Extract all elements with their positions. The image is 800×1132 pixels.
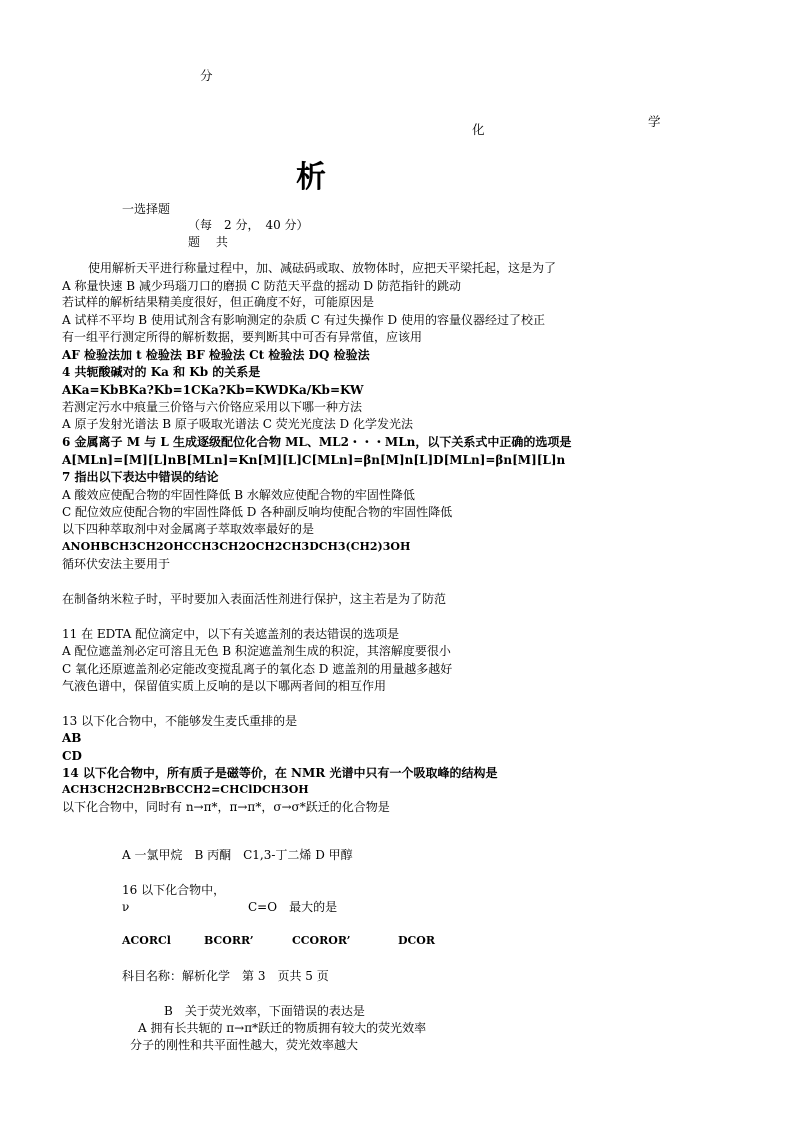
question-11: 11 在 EDTA 配位滴定中，以下有关遮盖剂的表达错误的选项是 (62, 627, 400, 641)
question-5: 若测定污水中痕量三价铬与六价铬应采用以下哪一种方法 (62, 400, 363, 414)
section-heading: 一选择题 (122, 202, 171, 216)
question-13: 13 以下化合物中，不能够发生麦氏重排的是 (62, 714, 298, 728)
question-14-options: ACH3CH2CH2BrBCCH2=CHClDCH3OH (62, 783, 309, 796)
question-9: 循环伏安法主要用于 (62, 557, 171, 571)
question-5-options: A 原子发射光谱法 B 原子吸取光谱法 C 荧光光度法 D 化学发光法 (62, 417, 413, 431)
question-7-options-cd: C 配位效应使配合物的牢固性降低 D 各种副反响均使配合物的牢固性降低 (62, 505, 453, 519)
question-14: 14 以下化合物中，所有质子是磁等价，在 NMR 光谱中只有一个吸取峰的结构是 (62, 766, 498, 780)
question-17-option-b: 分子的刚性和共平面性越大，荧光效率越大 (130, 1038, 359, 1052)
question-8: 以下四种萃取剂中对金属离子萃取效率最好的是 (62, 522, 315, 536)
question-16-symbol-nu: ν (122, 900, 130, 914)
question-2: 若试样的解析结果精美度很好，但正确度不好，可能原因是 (62, 295, 375, 309)
question-16-option-d: DCOR (398, 934, 436, 947)
question-3-options: AF 检验法加 t 检验法 BF 检验法 Ct 检验法 DQ 检验法 (62, 348, 370, 362)
question-15: 以下化合物中，同时有 n→π*，π→π*，σ→σ*跃迁的化合物是 (62, 800, 390, 814)
question-11-options-ab: A 配位遮盖剂必定可溶且无色 B 积淀遮盖剂生成的积淀，其溶解度要很小 (62, 644, 451, 658)
question-17: B 关于荧光效率，下面错误的表达是 (164, 1004, 365, 1018)
question-6: 6 金属离子 M 与 L 生成逐级配位化合物 ML、ML2・・・MLn，以下关系式中正确的选项是 (62, 435, 572, 449)
page-footer: 科目名称：解析化学 第 3 页共 5 页 (122, 969, 329, 983)
title-char-xue: 学 (648, 114, 661, 129)
question-3: 有一组平行测定所得的解析数据，要判断其中可否有异常值，应该用 (62, 330, 423, 344)
title-char-fen: 分 (200, 68, 213, 83)
question-10: 在制备纳米粒子时，平时要加入表面活性剂进行保护，这主若是为了防范 (62, 592, 447, 606)
question-16-option-a: ACORCl (122, 934, 171, 947)
question-16-option-c: CCOROR’ (292, 934, 351, 947)
question-12: 气液色谱中，保留值实质上反响的是以下哪两者间的相互作用 (62, 679, 387, 693)
title-char-xi: 析 (296, 160, 326, 195)
question-16-option-b: BCORR’ (204, 934, 254, 947)
question-7-options-ab: A 酸效应使配合物的牢固性降低 B 水解效应使配合物的牢固性降低 (62, 488, 415, 502)
question-4: 4 共轭酸碱对的 Ka 和 Kb 的关系是 (62, 365, 261, 379)
question-1: 使用解析天平进行称量过程中，加、减砝码或取、放物体时，应把天平梁托起，这是为了 (88, 261, 557, 275)
question-17-option-a: A 拥有长共轭的 π→π*跃迁的物质拥有较大的荧光效率 (138, 1021, 427, 1035)
question-1-options: A 称量快速 B 减少玛瑙刀口的磨损 C 防范天平盘的摇动 D 防范指针的跳动 (62, 279, 461, 293)
question-16-stem: C=O 最大的是 (248, 900, 338, 914)
title-char-hua: 化 (472, 122, 485, 137)
section-points-sub: 题 共 (188, 235, 228, 249)
question-13-options-cd: CD (62, 749, 82, 763)
question-4-options: AKa=KbBKa?Kb=1CKa?Kb=KWDKa/Kb=KW (62, 383, 364, 397)
question-11-options-cd: C 氧化还原遮盖剂必定能改变搅乱离子的氧化态 D 遮盖剂的用量越多越好 (62, 662, 453, 676)
question-6-options: A[MLn]=[M][L]nB[MLn]=Kn[M][L]C[MLn]=βn[M]n[L]D[MLn]=βn[M][L]n (62, 453, 566, 467)
question-8-options: ANOHBCH3CH2OHCCH3CH2OCH2CH3DCH3(CH2)3OH (62, 540, 411, 553)
question-15-options: A 一氯甲烷 B 丙酮 C1,3-丁二烯 D 甲醇 (122, 848, 353, 862)
question-7: 7 指出以下表达中错误的结论 (62, 470, 219, 484)
section-points: （每 2 分， 40 分） (188, 218, 309, 232)
question-13-options-ab: AB (62, 731, 82, 745)
question-16: 16 以下化合物中， (122, 883, 226, 897)
question-2-options: A 试样不平均 B 使用试剂含有影响测定的杂质 C 有过失操作 D 使用的容量仪器经过了校正 (62, 313, 545, 327)
